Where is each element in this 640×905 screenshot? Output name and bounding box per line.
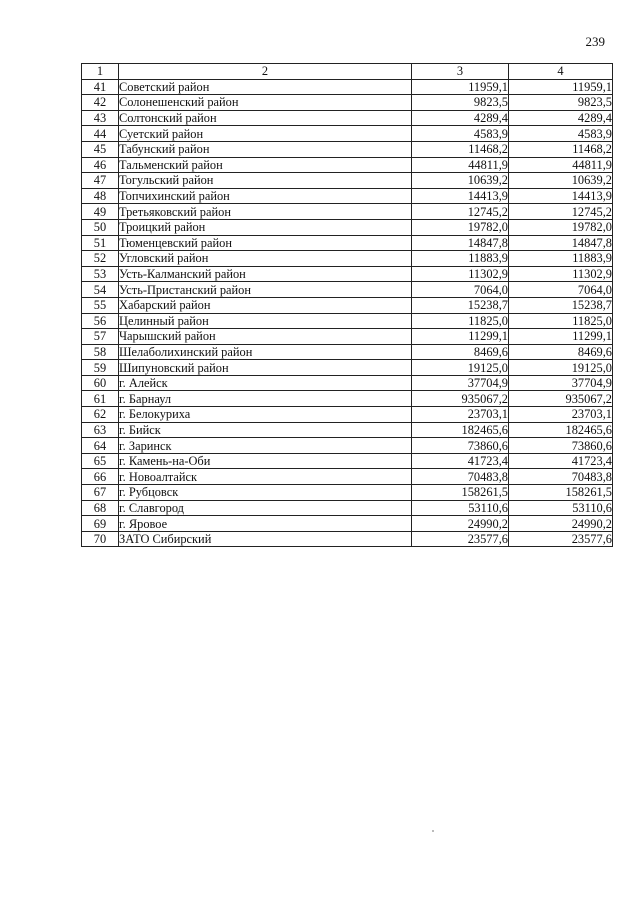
value-column-4-cell: 11299,1 [509,329,613,345]
row-number-cell: 55 [82,297,119,313]
value-column-4-cell: 44811,9 [509,157,613,173]
value-column-4-cell: 4583,9 [509,126,613,142]
value-column-4-cell: 37704,9 [509,375,613,391]
value-column-3-cell: 14413,9 [412,188,509,204]
district-name-cell: г. Алейск [119,375,412,391]
value-column-3-cell: 9823,5 [412,95,509,111]
district-name-cell: г. Яровое [119,516,412,532]
value-column-3-cell: 73860,6 [412,438,509,454]
data-table [81,63,613,547]
table-row [82,188,613,204]
value-column-4-cell: 24990,2 [509,516,613,532]
district-name-cell: Усть-Пристанский район [119,282,412,298]
district-name-cell: г. Заринск [119,438,412,454]
row-number-cell: 70 [82,531,119,547]
district-name-cell: Топчихинский район [119,188,412,204]
district-name-cell: Советский район [119,79,412,95]
value-column-3-cell: 23703,1 [412,407,509,423]
row-number-cell: 67 [82,485,119,501]
row-number-cell: 57 [82,329,119,345]
value-column-3-cell: 70483,8 [412,469,509,485]
row-number-cell: 46 [82,157,119,173]
value-column-4-cell: 11883,9 [509,251,613,267]
value-column-4-cell: 12745,2 [509,204,613,220]
value-column-4-cell: 11302,9 [509,266,613,282]
row-number-cell: 62 [82,407,119,423]
district-name-cell: г. Белокуриха [119,407,412,423]
value-column-3-cell: 19125,0 [412,360,509,376]
table-row [82,126,613,142]
value-column-3-cell: 11825,0 [412,313,509,329]
table-row [82,173,613,189]
district-name-cell: Целинный район [119,313,412,329]
value-column-3-cell: 11959,1 [412,79,509,95]
table-row [82,453,613,469]
row-number-cell: 59 [82,360,119,376]
table-row [82,219,613,235]
table-row [82,282,613,298]
district-name-cell: Тальменский район [119,157,412,173]
row-number-cell: 68 [82,500,119,516]
value-column-4-cell: 158261,5 [509,485,613,501]
value-column-3-cell: 182465,6 [412,422,509,438]
value-column-4-cell: 10639,2 [509,173,613,189]
row-number-cell: 51 [82,235,119,251]
district-name-cell: г. Славгород [119,500,412,516]
row-number-cell: 41 [82,79,119,95]
table-row [82,391,613,407]
value-column-3-cell: 4289,4 [412,110,509,126]
value-column-4-cell: 11959,1 [509,79,613,95]
table-row [82,157,613,173]
value-column-4-cell: 182465,6 [509,422,613,438]
value-column-4-cell: 4289,4 [509,110,613,126]
row-number-cell: 64 [82,438,119,454]
value-column-3-cell: 19782,0 [412,219,509,235]
table-row [82,531,613,547]
value-column-4-cell: 11825,0 [509,313,613,329]
value-column-4-cell: 19782,0 [509,219,613,235]
table-body [82,79,613,547]
value-column-4-cell: 23703,1 [509,407,613,423]
district-name-cell: Усть-Калманский район [119,266,412,282]
district-name-cell: Тогульский район [119,173,412,189]
value-column-4-cell: 23577,6 [509,531,613,547]
table-row [82,438,613,454]
row-number-cell: 49 [82,204,119,220]
table-row [82,485,613,501]
row-number-cell: 66 [82,469,119,485]
district-name-cell: Чарышский район [119,329,412,345]
value-column-4-cell: 9823,5 [509,95,613,111]
column-header-2: 2 [119,64,412,80]
table-row [82,500,613,516]
table-row [82,204,613,220]
scan-speck [432,830,434,832]
value-column-3-cell: 11302,9 [412,266,509,282]
table-row [82,141,613,157]
district-name-cell: Солтонский район [119,110,412,126]
value-column-3-cell: 12745,2 [412,204,509,220]
value-column-3-cell: 14847,8 [412,235,509,251]
row-number-cell: 52 [82,251,119,267]
page-number: 239 [585,34,605,49]
row-number-cell: 56 [82,313,119,329]
value-column-3-cell: 44811,9 [412,157,509,173]
table-row [82,79,613,95]
value-column-3-cell: 23577,6 [412,531,509,547]
table-row [82,360,613,376]
value-column-3-cell: 4583,9 [412,126,509,142]
district-name-cell: Шелаболихинский район [119,344,412,360]
column-header-1: 1 [82,64,119,80]
table-row [82,95,613,111]
district-name-cell: Хабарский район [119,297,412,313]
value-column-3-cell: 41723,4 [412,453,509,469]
table-row [82,516,613,532]
row-number-cell: 54 [82,282,119,298]
value-column-3-cell: 24990,2 [412,516,509,532]
table-row [82,313,613,329]
value-column-4-cell: 41723,4 [509,453,613,469]
district-name-cell: г. Новоалтайск [119,469,412,485]
value-column-3-cell: 15238,7 [412,297,509,313]
district-name-cell: Тюменцевский район [119,235,412,251]
table-row [82,375,613,391]
district-name-cell: г. Бийск [119,422,412,438]
value-column-4-cell: 11468,2 [509,141,613,157]
value-column-4-cell: 14847,8 [509,235,613,251]
value-column-4-cell: 70483,8 [509,469,613,485]
table-row [82,266,613,282]
district-name-cell: Суетский район [119,126,412,142]
table-row [82,344,613,360]
value-column-4-cell: 19125,0 [509,360,613,376]
row-number-cell: 58 [82,344,119,360]
row-number-cell: 42 [82,95,119,111]
table-row [82,110,613,126]
row-number-cell: 48 [82,188,119,204]
table-row [82,235,613,251]
district-name-cell: ЗАТО Сибирский [119,531,412,547]
column-header-3: 3 [412,64,509,80]
row-number-cell: 44 [82,126,119,142]
table-row [82,297,613,313]
row-number-cell: 50 [82,219,119,235]
value-column-4-cell: 15238,7 [509,297,613,313]
district-name-cell: Табунский район [119,141,412,157]
header-row [82,64,613,80]
value-column-4-cell: 53110,6 [509,500,613,516]
district-name-cell: Троицкий район [119,219,412,235]
district-name-cell: Угловский район [119,251,412,267]
value-column-3-cell: 53110,6 [412,500,509,516]
value-column-4-cell: 14413,9 [509,188,613,204]
value-column-3-cell: 10639,2 [412,173,509,189]
value-column-3-cell: 8469,6 [412,344,509,360]
row-number-cell: 45 [82,141,119,157]
table-row [82,422,613,438]
row-number-cell: 47 [82,173,119,189]
row-number-cell: 43 [82,110,119,126]
value-column-3-cell: 935067,2 [412,391,509,407]
table-row [82,407,613,423]
district-name-cell: г. Рубцовск [119,485,412,501]
table-row [82,329,613,345]
value-column-3-cell: 11299,1 [412,329,509,345]
district-name-cell: г. Барнаул [119,391,412,407]
value-column-4-cell: 7064,0 [509,282,613,298]
column-header-4: 4 [509,64,613,80]
value-column-3-cell: 11883,9 [412,251,509,267]
district-name-cell: Третьяковский район [119,204,412,220]
value-column-4-cell: 73860,6 [509,438,613,454]
row-number-cell: 60 [82,375,119,391]
table-row [82,251,613,267]
table-row [82,469,613,485]
district-name-cell: Шипуновский район [119,360,412,376]
row-number-cell: 53 [82,266,119,282]
district-name-cell: г. Камень-на-Оби [119,453,412,469]
row-number-cell: 61 [82,391,119,407]
value-column-3-cell: 158261,5 [412,485,509,501]
value-column-3-cell: 11468,2 [412,141,509,157]
value-column-3-cell: 7064,0 [412,282,509,298]
value-column-4-cell: 935067,2 [509,391,613,407]
value-column-3-cell: 37704,9 [412,375,509,391]
row-number-cell: 69 [82,516,119,532]
row-number-cell: 65 [82,453,119,469]
district-name-cell: Солонешенский район [119,95,412,111]
value-column-4-cell: 8469,6 [509,344,613,360]
row-number-cell: 63 [82,422,119,438]
